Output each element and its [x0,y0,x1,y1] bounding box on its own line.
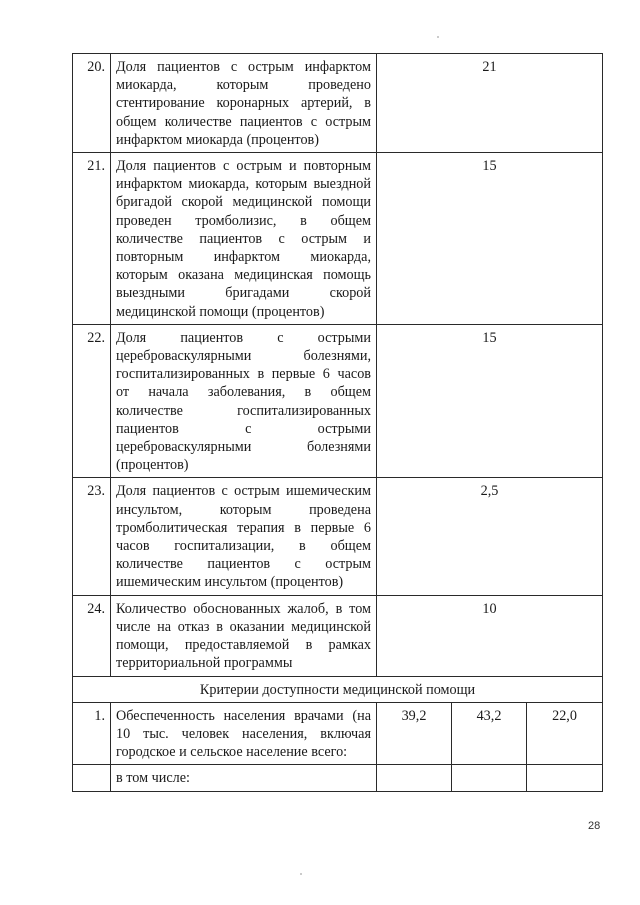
row-number: 20. [73,54,111,153]
row-description: Доля пациентов с острым ишемическим инсультом, которым проведена тромболитическая терапия в первые 6 часов госпитализации, в общем количестве пациентов с острым ишемическим инсультом (процентов) [111,478,377,595]
table-row [73,702,603,765]
row-number [73,765,111,791]
row-value-1 [377,765,452,791]
row-description: Количество обоснованных жалоб, в том числе на отказ в оказании медицинской помощи, предоставляемой в рамках территориальной программы [111,595,377,676]
scan-speck [300,873,302,875]
row-value-2 [452,765,527,791]
table-row [73,478,603,595]
row-value: 2,5 [377,478,603,595]
table-row [73,595,603,676]
row-number: 23. [73,478,111,595]
row-value: 15 [377,153,603,325]
row-description: Доля пациентов с острым инфарктом миокарда, которым проведено стентирование коронарных артерий, в общем количестве пациентов с острым инфарктом миокарда (процентов) [111,54,377,153]
row-number: 1. [73,702,111,765]
table-row [73,765,603,791]
row-value: 15 [377,324,603,478]
section-header-row [73,676,603,702]
section-title: Критерии доступности медицинской помощи [73,676,603,702]
row-number: 24. [73,595,111,676]
row-value-3: 22,0 [527,702,603,765]
table-row [73,54,603,153]
row-value-3 [527,765,603,791]
row-value-1: 39,2 [377,702,452,765]
row-description: в том числе: [111,765,377,791]
row-value: 10 [377,595,603,676]
table-row [73,153,603,325]
row-value-2: 43,2 [452,702,527,765]
indicators-table [72,53,603,792]
table-row [73,324,603,478]
row-description: Обеспеченность населения врачами (на 10 тыс. человек населения, включая городское и сельское население всего: [111,702,377,765]
row-number: 22. [73,324,111,478]
scan-speck [437,36,439,38]
page-number: 28 [588,820,601,832]
row-value: 21 [377,54,603,153]
row-description: Доля пациентов с острым и повторным инфарктом миокарда, которым выездной бригадой скорой медицинской помощи проведен тромболизис, в общем количестве пациентов с острым и повторным инфарктом миокарда, которым оказана медицинская помощь выездными бригадами скорой медицинской помощи (процентов) [111,153,377,325]
row-number: 21. [73,153,111,325]
row-description: Доля пациентов с острыми цереброваскулярными болезнями, госпитализированных в первые 6 часов от начала заболевания, в общем количестве госпитализированных пациентов с острыми цереброваскулярными болезнями (процентов) [111,324,377,478]
